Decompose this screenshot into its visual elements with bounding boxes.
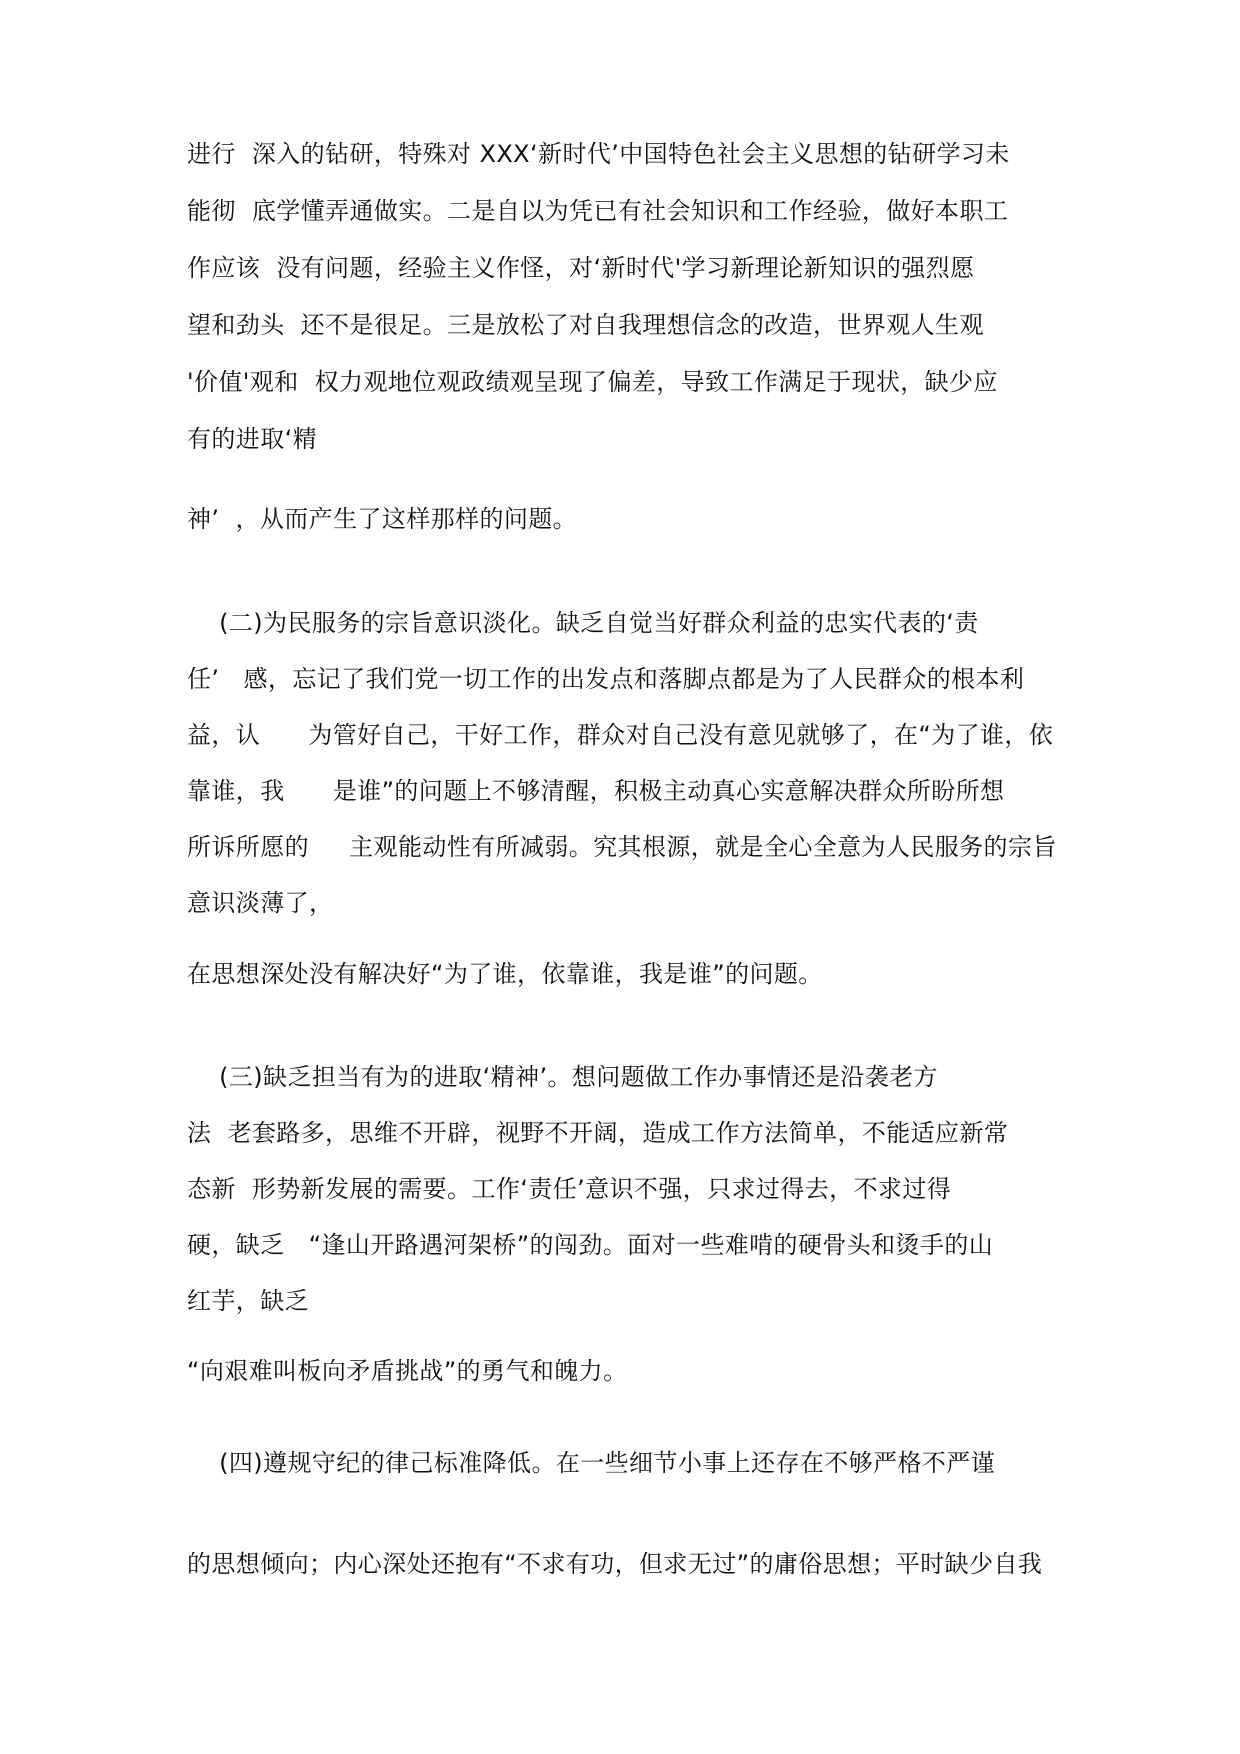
text-line: 作应该 没有问题，经验主义作怪，对‘新时代'学习新理论新知识的强烈愿 xyxy=(187,254,975,282)
text-line: 态新 形势新发展的需要。工作‘责任’意识不强，只求过得去，不求过得 xyxy=(187,1175,952,1203)
text-line: 意识淡薄了， xyxy=(187,889,334,917)
text-line: 益，认 为管好自己，干好工作，群众对自己没有意见就够了，在“为了谁，依 xyxy=(187,721,1054,749)
text-line: 的思想倾向；内心深处还抱有“不求有功，但求无过”的庸俗思想；平时缺少自我 xyxy=(187,1550,1043,1578)
text-line: '价值'观和 权力观地位观政绩观呈现了偏差，导致工作满足于现状，缺少应 xyxy=(187,368,998,396)
text-line: 有的进取‘精 xyxy=(187,425,318,453)
text-line: 能彻 底学懂弄通做实。二是自以为凭已有社会知识和工作经验，做好本职工 xyxy=(187,197,1009,225)
text-line: 神’ ，从而产生了这样那样的问题。 xyxy=(187,505,578,533)
text-line: 望和劲头 还不是很足。三是放松了对自我理想信念的改造，世界观人生观 xyxy=(187,311,984,339)
paragraph-heading-line: (二)为民服务的宗旨意识淡化。缺乏自觉当好群众利益的忠实代表的‘责 xyxy=(187,609,979,637)
paragraph-heading-line: (四)遵规守纪的律己标准降低。在一些细节小事上还存在不够严格不严谨 xyxy=(187,1449,996,1477)
text-line: 所诉所愿的 主观能动性有所减弱。究其根源，就是全心全意为人民服务的宗旨 xyxy=(187,833,1057,861)
paragraph-heading-line: (三)缺乏担当有为的进取‘精神’。想问题做工作办事情还是沿袭老方 xyxy=(187,1063,938,1091)
text-line: 红芋，缺乏 xyxy=(187,1287,309,1315)
text-line: “向艰难叫板向矛盾挑战”的勇气和魄力。 xyxy=(187,1357,628,1385)
text-line: 法 老套路多，思维不开辟，视野不开阔，造成工作方法简单，不能适应新常 xyxy=(187,1119,1009,1147)
text-line: 硬，缺乏 “逢山开路遇河架桥”的闯劲。面对一些难啃的硬骨头和烫手的山 xyxy=(187,1231,994,1259)
text-line: 进行 深入的钻研，特殊对 XXX‘新时代’中国特色社会主义思想的钻研学习未 xyxy=(187,140,1010,168)
text-line: 任’ 感，忘记了我们党一切工作的出发点和落脚点都是为了人民群众的根本利 xyxy=(187,665,1025,693)
text-line: 靠谁，我 是谁”的问题上不够清醒，积极主动真心实意解决群众所盼所想 xyxy=(187,777,1005,805)
text-line: 在思想深处没有解决好“为了谁，依靠谁，我是谁”的问题。 xyxy=(187,960,823,988)
